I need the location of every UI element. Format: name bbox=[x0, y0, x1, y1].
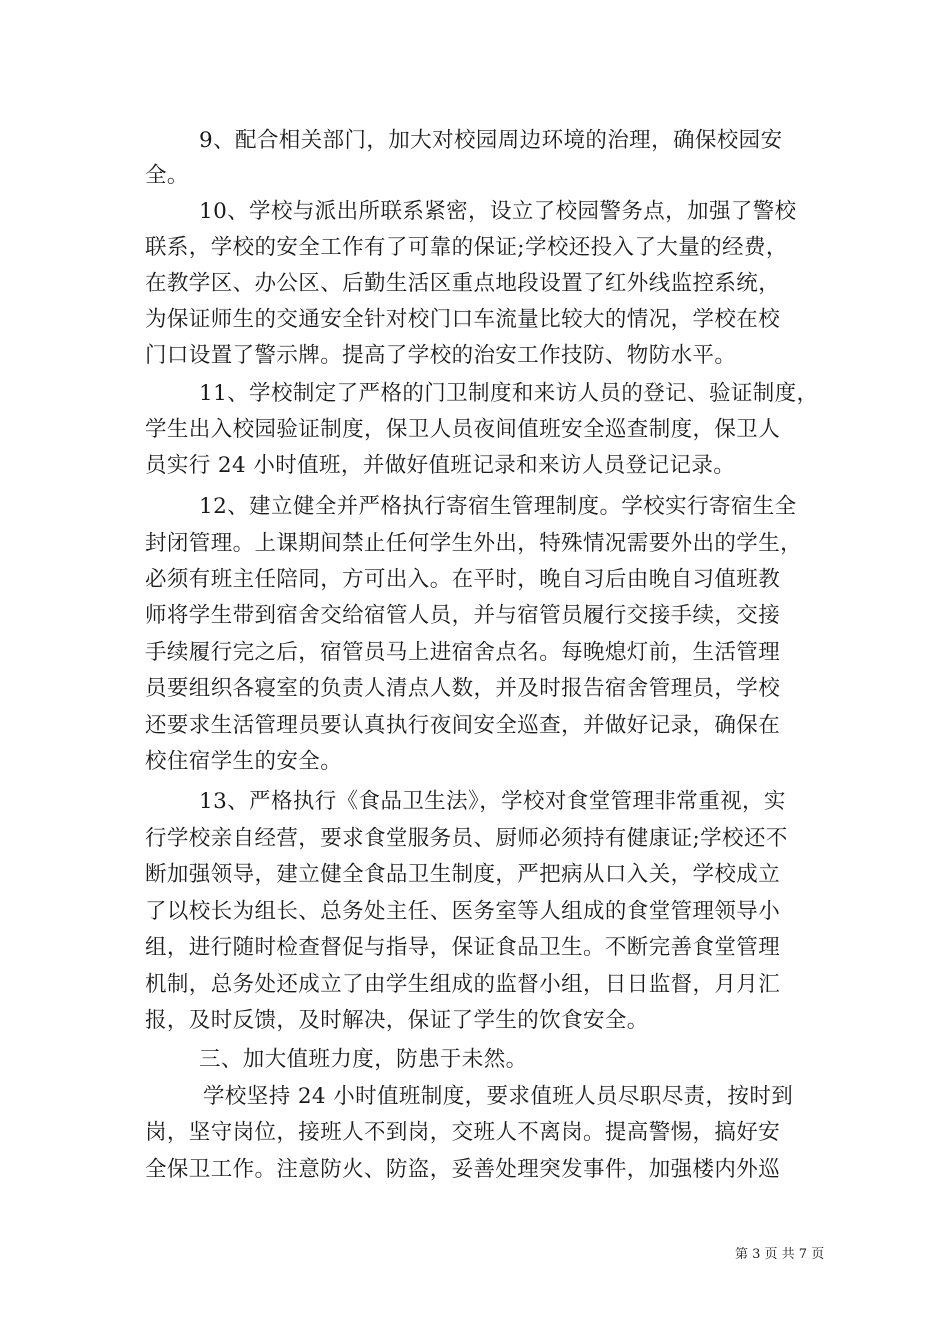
text-line: 岗，坚守岗位，接班人不到岗，交班人不离岗。提高警惕，搞好安 bbox=[145, 1120, 781, 1145]
page-number: 第 3 页 共 7 页 bbox=[735, 1247, 825, 1262]
text-line: 12、建立健全并严格执行寄宿生管理制度。学校实行寄宿生全 bbox=[199, 494, 797, 519]
text-line: 全。 bbox=[145, 163, 189, 188]
text-line: 10、学校与派出所联系紧密，设立了校园警务点，加强了警校 bbox=[199, 199, 797, 224]
text-line: 组，进行随时检查督促与指导，保证食品卫生。不断完善食堂管理 bbox=[145, 935, 781, 960]
text-line: 学校坚持 24 小时值班制度，要求值班人员尽职尽责，按时到 bbox=[203, 1084, 794, 1109]
text-line: 11、学校制定了严格的门卫制度和来访人员的登记、验证制度， bbox=[199, 381, 819, 406]
text-line: 断加强领导，建立健全食品卫生制度，严把病从口入关，学校成立 bbox=[145, 862, 781, 887]
text-line: 了以校长为组长、总务处主任、医务室等人组成的食堂管理领导小 bbox=[145, 899, 781, 924]
text-line: 为保证师生的交通安全针对校门口车流量比较大的情况，学校在校 bbox=[145, 307, 781, 332]
text-line: 员实行 24 小时值班，并做好值班记录和来访人员登记记录。 bbox=[145, 453, 736, 478]
text-line: 还要求生活管理员要认真执行夜间安全巡查，并做好记录，确保在 bbox=[145, 713, 781, 738]
text-line: 员要组织各寝室的负责人清点人数，并及时报告宿舍管理员，学校 bbox=[145, 676, 781, 701]
text-line: 校住宿学生的安全。 bbox=[145, 749, 343, 774]
text-line: 门口设置了警示牌。提高了学校的治安工作技防、物防水平。 bbox=[145, 343, 737, 368]
text-line: 机制，总务处还成立了由学生组成的监督小组，日日监督，月月汇 bbox=[145, 972, 781, 997]
text-line: 全保卫工作。注意防火、防盗，妥善处理突发事件，加强楼内外巡 bbox=[145, 1157, 781, 1182]
text-line: 9、配合相关部门，加大对校园周边环境的治理，确保校园安 bbox=[199, 128, 783, 153]
text-line: 报，及时反馈，及时解决，保证了学生的饮食安全。 bbox=[145, 1008, 649, 1033]
text-line: 联系，学校的安全工作有了可靠的保证;学校还投入了大量的经费， bbox=[145, 235, 788, 260]
text-line: 行学校亲自经营，要求食堂服务员、厨师必须持有健康证;学校还不 bbox=[145, 826, 788, 851]
text-line: 13、严格执行《食品卫生法》，学校对食堂管理非常重视，实 bbox=[199, 789, 786, 814]
section-heading: 三、加大值班力度，防患于未然。 bbox=[199, 1047, 528, 1072]
text-line: 师将学生带到宿舍交给宿管人员，并与宿管员履行交接手续，交接 bbox=[145, 603, 781, 628]
text-line: 学生出入校园验证制度，保卫人员夜间值班安全巡查制度，保卫人 bbox=[145, 417, 781, 442]
text-line: 手续履行完之后，宿管员马上进宿舍点名。每晚熄灯前，生活管理 bbox=[145, 640, 781, 665]
text-line: 在教学区、办公区、后勤生活区重点地段设置了红外线监控系统， bbox=[145, 271, 781, 296]
text-line: 封闭管理。上课期间禁止任何学生外出，特殊情况需要外出的学生， bbox=[145, 531, 803, 556]
text-line: 必须有班主任陪同，方可出入。在平时，晚自习后由晚自习值班教 bbox=[145, 567, 781, 592]
